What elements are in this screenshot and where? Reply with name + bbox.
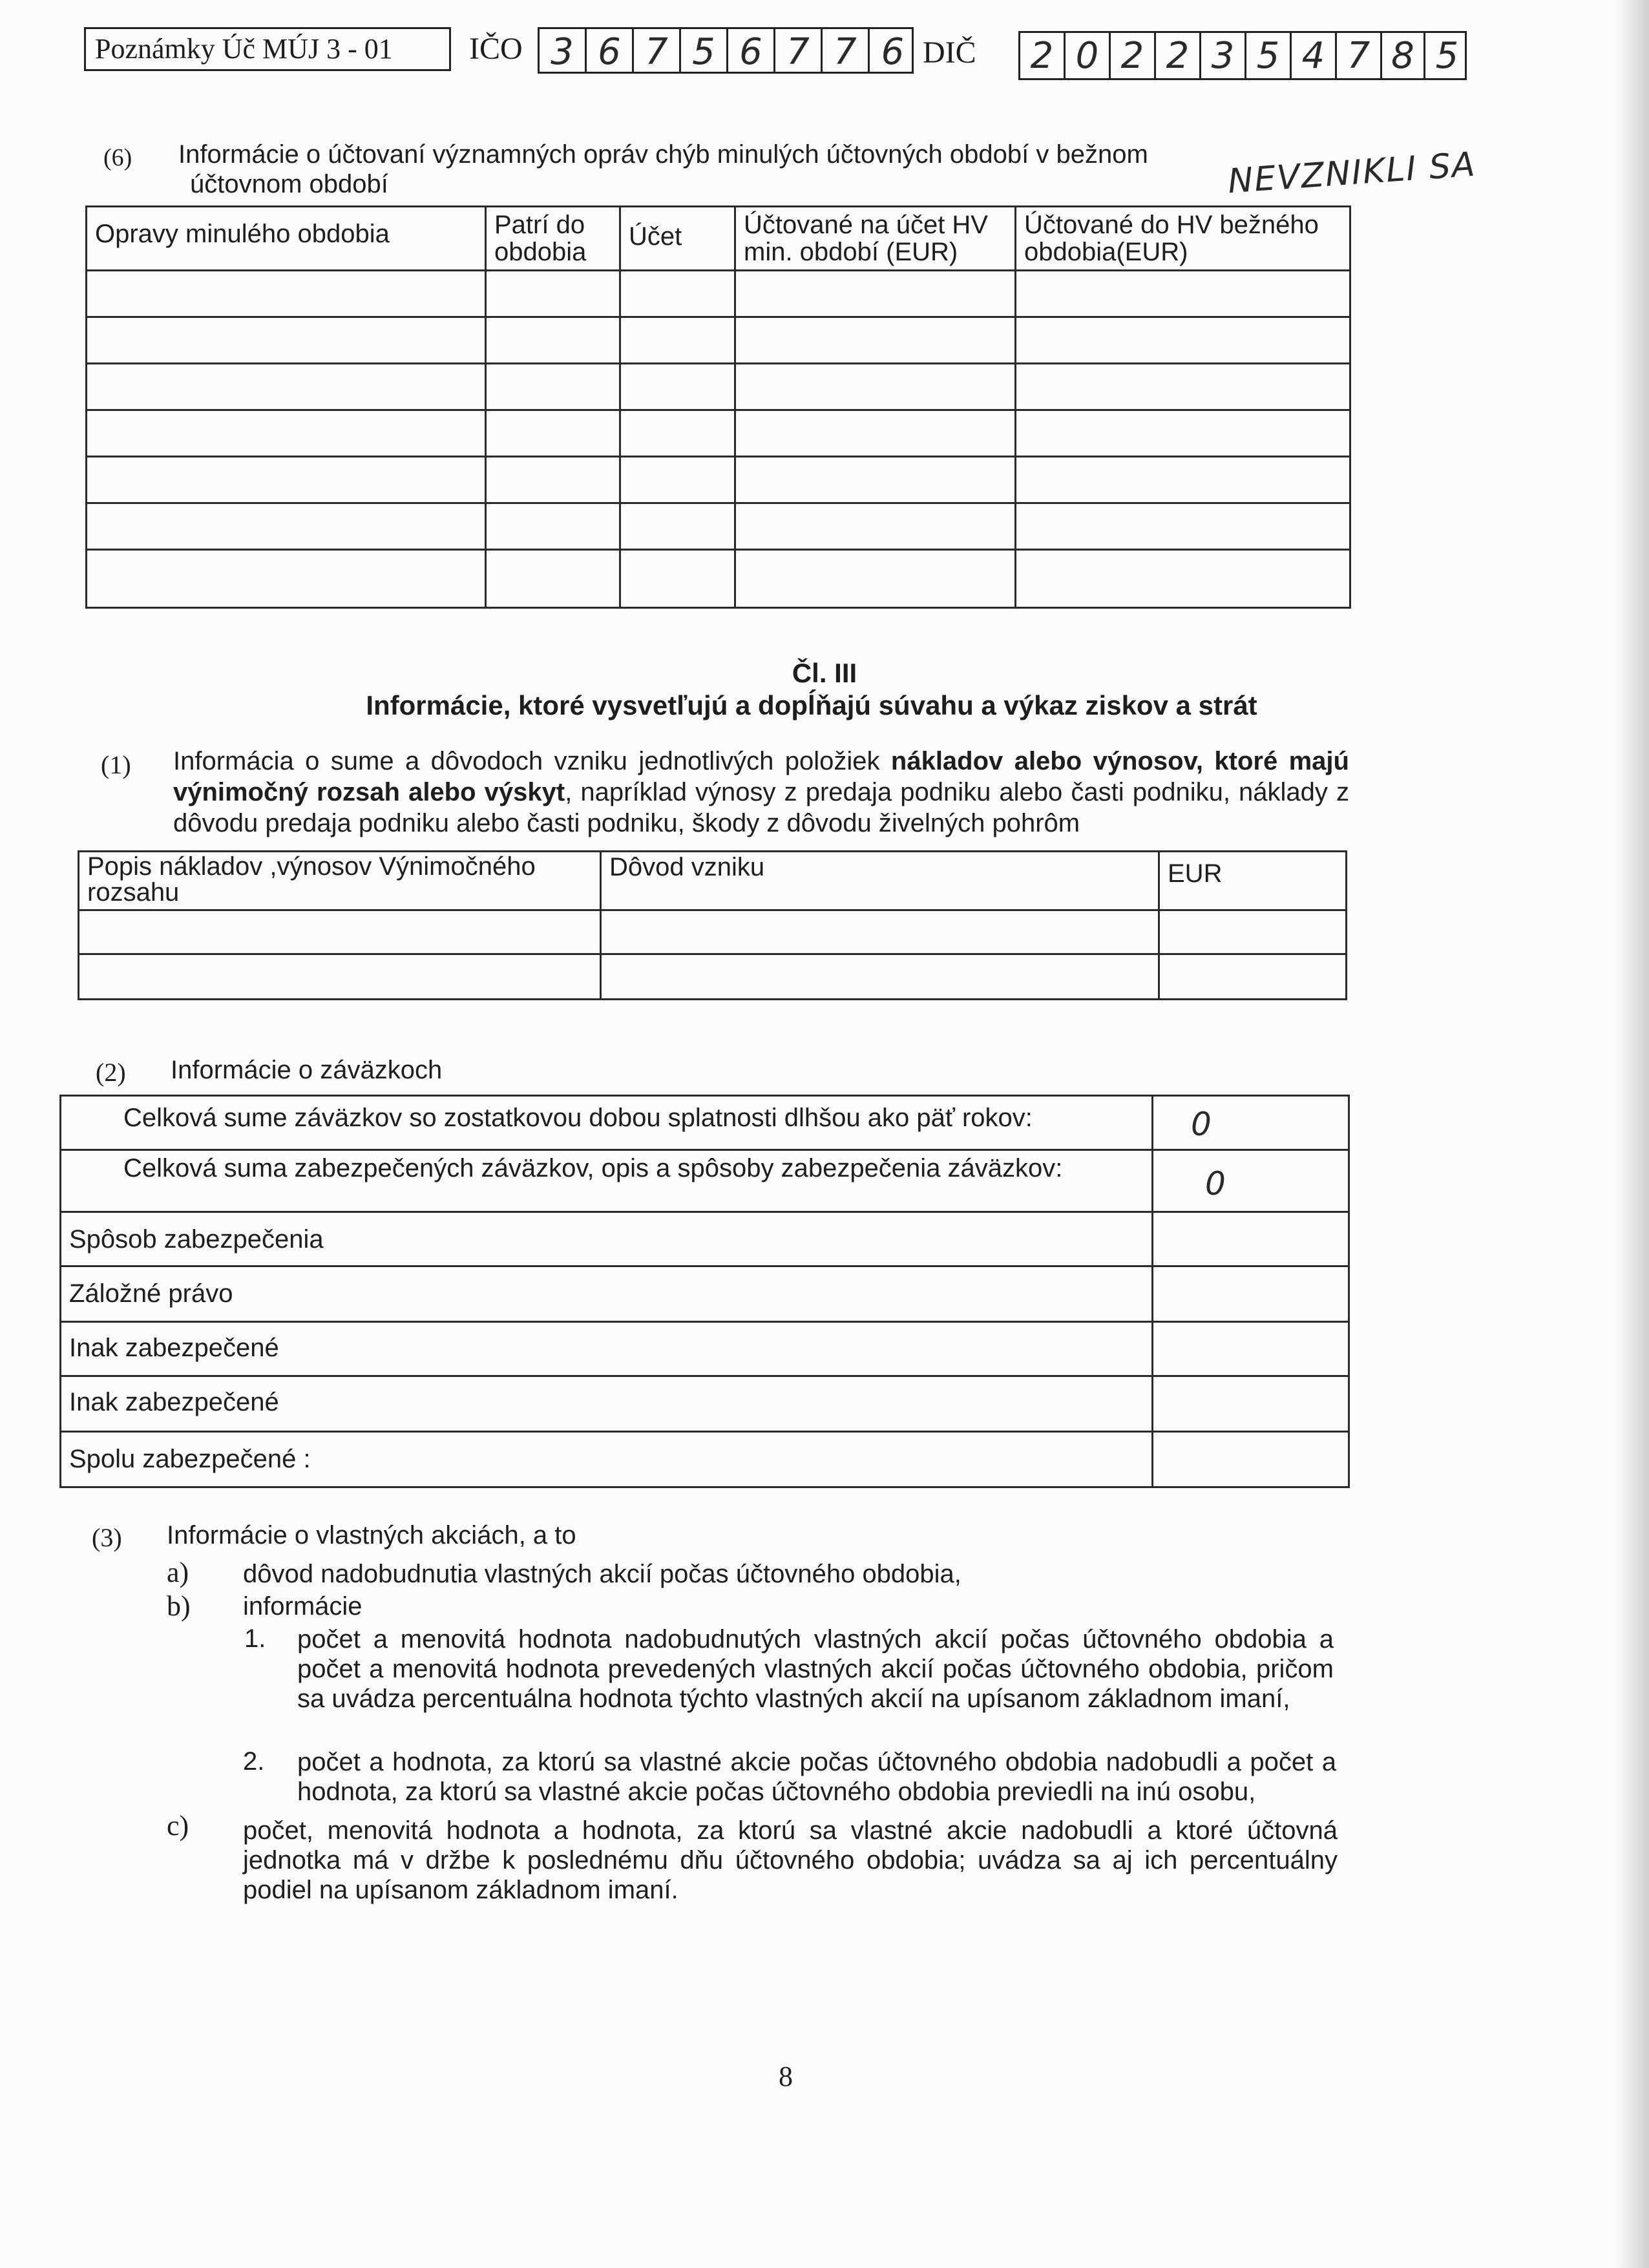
table-row [87, 271, 1350, 317]
article-heading: Čl. III [792, 658, 857, 688]
section6-title [178, 140, 1148, 199]
corrections-table [85, 205, 1351, 609]
page-number: 8 [779, 2061, 793, 2092]
item3-b2-text: počet a hodnota, za ktorú sa vlastné akcie počas účtovného obdobia nadobudli a počet a hodnota, za ktorú sa vlastné akcie počas účtovného obdobia previedli na inú osobu, [297, 1748, 1336, 1806]
item1-text-bold: nákladov alebo výnosov, ktoré majú výnimočný rozsah alebo výskyt [173, 747, 1349, 806]
dic-digit: 2 [1156, 33, 1201, 78]
item1-text [173, 746, 1349, 839]
ico-label: IČO [469, 32, 523, 66]
item2-number: (2) [96, 1058, 126, 1087]
item3-number: (3) [92, 1523, 122, 1552]
item3-c-text: počet, menovitá hodnota a hodnota, za ktorú sa vlastné akcie nadobudli a ktoré účtovná jednotka má v držbe k poslednému dňu účtovného obdobia; uvádza sa aj ich percentuálny podiel na upísanom základnom imaní. [243, 1816, 1338, 1904]
dic-digit: 3 [1201, 33, 1246, 78]
ico-digit: 7 [823, 29, 870, 72]
table-row [87, 364, 1350, 410]
col-header: Účet [629, 222, 682, 251]
exceptional-items-table [78, 850, 1347, 1000]
row-label: Celková sume záväzkov so zostatkovou dobou splatnosti dlhšou ako päť rokov: [123, 1104, 1033, 1132]
section6-title-line1: Informácie o účtovaní významných opráv chýb minulých účtovných období v bežnom [178, 140, 1148, 169]
table-row [61, 1322, 1349, 1376]
dic-digit-boxes [1018, 31, 1467, 80]
article-subheading: Informácie, ktoré vysvetľujú a dopĺňajú súvahu a výkaz ziskov a strát [366, 690, 1257, 720]
item3-title: Informácie o vlastných akciách, a to [167, 1521, 576, 1549]
item3-b2-label: 2. [243, 1747, 265, 1776]
row-label: Celková suma zabezpečených záväzkov, opis a spôsoby zabezpečenia záväzkov: [123, 1154, 1063, 1182]
dic-digit: 5 [1246, 33, 1292, 78]
table-row [61, 1212, 1349, 1266]
ico-digit: 3 [540, 29, 587, 72]
item1-number: (1) [101, 750, 131, 779]
row-value: 0 [1191, 1106, 1212, 1143]
item1-text-part2: , napríklad výnosy z predaja podniku alebo časti podniku, náklady z dôvodu predaja podniku alebo časti podniku, škody z dôvodu živelných pohrôm [173, 778, 1349, 837]
table-header-row [79, 852, 1347, 910]
liabilities-table [59, 1095, 1350, 1488]
ico-digit: 7 [775, 29, 823, 72]
ico-digit: 6 [728, 29, 775, 72]
table-row [79, 954, 1347, 1000]
dic-label: DIČ [923, 36, 976, 70]
section6-title-line2: účtovnom období [190, 170, 388, 198]
table-row [87, 317, 1350, 364]
item3-b1-text: počet a menovitá hodnota nadobudnutých vlastných akcií počas účtovného obdobia a počet a menovitá hodnota prevedených vlastných akcií počas účtovného obdobia, pričom sa uvádza percentuálna hodnota týchto vlastných akcií na upísanom základnom imaní, [297, 1625, 1334, 1713]
dic-digit: 0 [1066, 33, 1111, 78]
item1-text-part1: Informácia o sume a dôvodoch vzniku jednotlivých položiek [173, 747, 891, 775]
table-row [61, 1432, 1349, 1487]
col-header: Dôvod vzniku [609, 853, 765, 881]
section6-number: (6) [103, 144, 132, 171]
table-row [87, 457, 1350, 503]
table-row [79, 910, 1347, 954]
item3-b-label: b) [167, 1590, 191, 1622]
ico-digit: 6 [881, 31, 905, 73]
row-label: Záložné právo [69, 1279, 233, 1308]
row-value: 0 [1205, 1165, 1226, 1202]
ico-digit-boxes [538, 27, 914, 74]
table-header-row [87, 207, 1350, 271]
col-header: Účtované do HV bežného obdobia(EUR) [1024, 211, 1319, 266]
ico-digit: 5 [681, 29, 728, 72]
col-header: Popis nákladov ,výnosov Výnimočného rozsahu [87, 852, 536, 907]
handwritten-note: NEVZNIKLI SA [1226, 145, 1478, 202]
dic-digit: 5 [1435, 35, 1459, 77]
dic-digit: 2 [1020, 33, 1066, 78]
col-header: Opravy minulého obdobia [95, 220, 390, 248]
col-header: Účtované na účet HV min. období (EUR) [744, 211, 988, 266]
ico-digit: 6 [587, 29, 634, 72]
form-label-box [84, 27, 451, 71]
table-row [87, 503, 1350, 550]
item3-a-label: a) [167, 1557, 189, 1588]
item3-c-label: c) [167, 1810, 189, 1842]
row-label: Spolu zabezpečené : [69, 1445, 311, 1473]
col-header: EUR [1168, 859, 1223, 888]
dic-digit: 2 [1111, 33, 1156, 78]
col-header: Patrí do obdobia [494, 211, 587, 266]
table-row [61, 1266, 1349, 1322]
dic-digit: 4 [1292, 33, 1337, 78]
scan-shadow [1615, 0, 1649, 2268]
table-row [87, 550, 1350, 608]
item3-a-text: dôvod nadobudnutia vlastných akcií počas účtovného obdobia, [243, 1560, 961, 1588]
item3-b-text: informácie [243, 1592, 362, 1621]
item2-title: Informácie o záväzkoch [171, 1056, 443, 1084]
item3-b1-label: 1. [244, 1624, 266, 1653]
dic-digit: 7 [1337, 33, 1382, 78]
row-label: Inak zabezpečené [69, 1334, 279, 1362]
ico-digit: 7 [634, 29, 681, 72]
table-row [87, 410, 1350, 457]
row-label: Inak zabezpečené [69, 1388, 279, 1416]
row-label: Spôsob zabezpečenia [69, 1225, 324, 1254]
table-row [61, 1150, 1349, 1212]
dic-digit: 8 [1382, 33, 1425, 78]
table-row [61, 1376, 1349, 1432]
table-row [61, 1096, 1349, 1150]
form-label: Poznámky Úč MÚJ 3 - 01 [95, 33, 393, 65]
